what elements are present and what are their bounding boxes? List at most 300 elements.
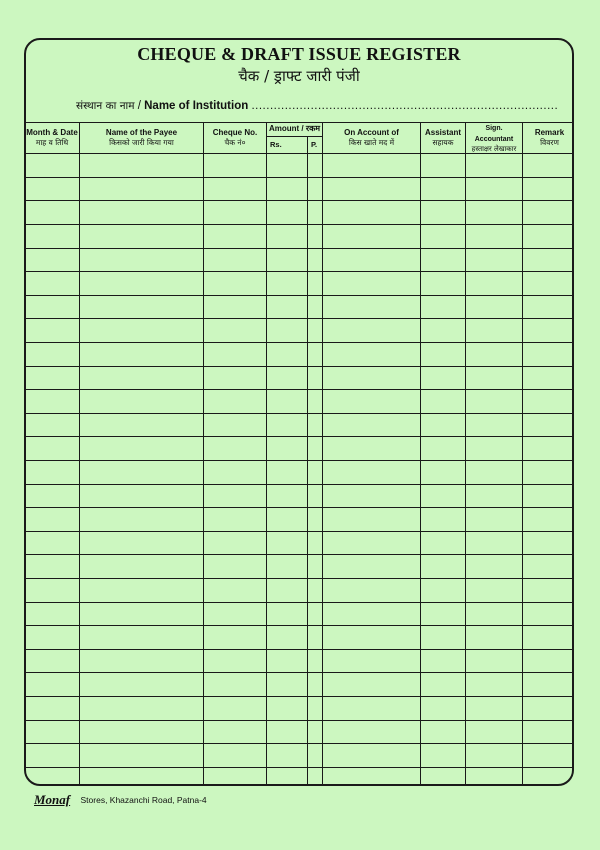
register-cell (421, 508, 466, 532)
register-cell (80, 508, 204, 532)
register-cell (267, 484, 308, 508)
register-cell (421, 177, 466, 201)
register-cell (267, 744, 308, 768)
register-cell (80, 744, 204, 768)
register-cell (466, 319, 523, 343)
register-cell (323, 696, 421, 720)
register-cell (204, 767, 267, 786)
register-cell (204, 673, 267, 697)
register-cell (267, 531, 308, 555)
register-cell (308, 531, 323, 555)
institution-label-english: Name of Institution (144, 100, 249, 112)
register-row (25, 720, 575, 744)
register-cell (267, 413, 308, 437)
register-cell (466, 649, 523, 673)
register-cell (323, 248, 421, 272)
register-row (25, 366, 575, 390)
register-cell (204, 602, 267, 626)
register-cell (323, 154, 421, 178)
register-cell (421, 154, 466, 178)
register-cell (323, 555, 421, 579)
header-assistant-en: Assistant (424, 128, 461, 138)
register-cell (421, 343, 466, 367)
register-cell (523, 366, 575, 390)
register-cell (466, 154, 523, 178)
register-cell (204, 508, 267, 532)
register-cell (204, 154, 267, 178)
register-cell (323, 201, 421, 225)
header-payee (80, 123, 204, 154)
register-cell (466, 295, 523, 319)
register-cell (25, 272, 80, 296)
register-cell (308, 673, 323, 697)
register-cell (80, 767, 204, 786)
register-cell (267, 437, 308, 461)
header-assistant-hi: सहायक (432, 138, 454, 148)
register-row (25, 154, 575, 178)
register-cell (267, 649, 308, 673)
register-cell (308, 413, 323, 437)
register-cell (523, 437, 575, 461)
register-cell (80, 272, 204, 296)
register-cell (204, 720, 267, 744)
register-cell (523, 343, 575, 367)
register-cell (267, 366, 308, 390)
header-month-date (25, 123, 80, 154)
register-cell (308, 225, 323, 249)
register-cell (421, 767, 466, 786)
register-cell (308, 484, 323, 508)
register-cell (466, 272, 523, 296)
register-cell (308, 767, 323, 786)
register-cell (323, 319, 421, 343)
header-sign-accountant-en: Sign. Accountant (474, 125, 514, 143)
register-cell (466, 767, 523, 786)
register-cell (323, 649, 421, 673)
register-cell (466, 602, 523, 626)
register-cell (323, 602, 421, 626)
register-cell (80, 555, 204, 579)
register-cell (523, 319, 575, 343)
register-cell (323, 484, 421, 508)
register-cell (267, 272, 308, 296)
register-cell (421, 578, 466, 602)
register-cell (204, 578, 267, 602)
register-cell (323, 720, 421, 744)
register-cell (80, 154, 204, 178)
institution-line (76, 99, 558, 113)
register-cell (466, 366, 523, 390)
register-cell (267, 626, 308, 650)
register-cell (421, 295, 466, 319)
register-cell (25, 248, 80, 272)
register-cell (267, 343, 308, 367)
register-cell (80, 248, 204, 272)
register-cell (25, 177, 80, 201)
register-row (25, 578, 575, 602)
register-cell (80, 531, 204, 555)
register-row (25, 531, 575, 555)
register-cell (25, 154, 80, 178)
institution-separator: / (137, 100, 141, 112)
register-cell (80, 602, 204, 626)
register-cell (421, 555, 466, 579)
register-cell (80, 673, 204, 697)
register-row (25, 248, 575, 272)
register-row (25, 201, 575, 225)
register-cell (523, 413, 575, 437)
register-cell (267, 319, 308, 343)
register-row (25, 555, 575, 579)
register-cell (204, 272, 267, 296)
register-cell (25, 602, 80, 626)
register-cell (267, 390, 308, 414)
register-cell (80, 437, 204, 461)
register-row (25, 673, 575, 697)
register-cell (323, 626, 421, 650)
register-cell (421, 201, 466, 225)
register-cell (466, 720, 523, 744)
register-cell (267, 555, 308, 579)
register-cell (421, 484, 466, 508)
header-sign-accountant (466, 123, 523, 154)
register-cell (267, 460, 308, 484)
register-row (25, 272, 575, 296)
register-cell (204, 319, 267, 343)
register-cell (523, 225, 575, 249)
register-cell (523, 508, 575, 532)
register-cell (308, 248, 323, 272)
register-cell (308, 578, 323, 602)
register-cell (323, 272, 421, 296)
register-cell (204, 225, 267, 249)
register-cell (308, 720, 323, 744)
register-cell (466, 484, 523, 508)
register-cell (80, 295, 204, 319)
register-cell (323, 578, 421, 602)
register-cell (80, 578, 204, 602)
register-cell (466, 248, 523, 272)
register-cell (523, 154, 575, 178)
register-cell (80, 484, 204, 508)
register-cell (204, 177, 267, 201)
register-cell (421, 390, 466, 414)
register-cell (204, 626, 267, 650)
register-cell (466, 696, 523, 720)
register-cell (523, 201, 575, 225)
register-cell (308, 649, 323, 673)
register-row (25, 343, 575, 367)
register-row (25, 390, 575, 414)
register-cell (523, 767, 575, 786)
register-cell (80, 626, 204, 650)
register-cell (523, 744, 575, 768)
register-cell (421, 437, 466, 461)
register-row (25, 460, 575, 484)
register-cell (308, 343, 323, 367)
register-cell (204, 437, 267, 461)
register-cell (80, 390, 204, 414)
register-cell (466, 508, 523, 532)
register-cell (25, 696, 80, 720)
register-cell (308, 744, 323, 768)
register-cell (267, 508, 308, 532)
register-cell (308, 508, 323, 532)
register-row (25, 696, 575, 720)
store-address: Stores, Khazanchi Road, Patna-4 (80, 795, 207, 805)
register-row (25, 319, 575, 343)
register-cell (523, 248, 575, 272)
register-cell (308, 272, 323, 296)
register-cell (421, 649, 466, 673)
register-cell (323, 366, 421, 390)
register-cell (80, 460, 204, 484)
register-cell (204, 484, 267, 508)
register-cell (25, 555, 80, 579)
register-cell (523, 696, 575, 720)
register-cell (80, 225, 204, 249)
register-cell (267, 154, 308, 178)
register-table (24, 122, 574, 786)
title-english: CHEQUE & DRAFT ISSUE REGISTER (137, 44, 461, 64)
header-remark-hi: विवरण (540, 138, 559, 148)
register-cell (204, 366, 267, 390)
register-cell (267, 248, 308, 272)
register-cell (204, 555, 267, 579)
register-cell (25, 437, 80, 461)
header-amount (267, 123, 323, 137)
register-cell (323, 343, 421, 367)
register-cell (421, 272, 466, 296)
header-amount-label: Amount / रकम (268, 124, 321, 134)
register-cell (80, 177, 204, 201)
register-cell (25, 460, 80, 484)
header-payee-en: Name of the Payee (105, 128, 178, 138)
register-cell (323, 177, 421, 201)
register-cell (466, 201, 523, 225)
register-cell (25, 626, 80, 650)
register-cell (308, 390, 323, 414)
header-on-account-en: On Account of (344, 128, 399, 138)
header-cheque-no-hi: चैक नं० (224, 138, 246, 148)
register-cell (80, 413, 204, 437)
register-cell (523, 555, 575, 579)
register-cell (323, 225, 421, 249)
register-cell (80, 696, 204, 720)
register-cell (308, 437, 323, 461)
register-cell (421, 720, 466, 744)
register-cell (80, 720, 204, 744)
register-cell (523, 460, 575, 484)
register-cell (466, 343, 523, 367)
register-cell (323, 390, 421, 414)
register-cell (25, 201, 80, 225)
register-frame (24, 38, 574, 786)
register-cell (308, 366, 323, 390)
header-amount-rs: Rs. (267, 136, 308, 154)
register-cell (267, 767, 308, 786)
brand-logo: Monaf (34, 792, 71, 807)
register-cell (466, 744, 523, 768)
register-cell (323, 437, 421, 461)
register-cell (267, 225, 308, 249)
register-cell (204, 649, 267, 673)
register-cell (204, 343, 267, 367)
register-cell (25, 225, 80, 249)
register-cell (25, 390, 80, 414)
register-cell (204, 744, 267, 768)
header-payee-hi: किसको जारी किया गया (109, 138, 174, 148)
register-cell (421, 673, 466, 697)
header-remark (523, 123, 575, 154)
register-cell (25, 720, 80, 744)
register-cell (523, 484, 575, 508)
register-cell (267, 673, 308, 697)
register-row (25, 649, 575, 673)
register-cell (25, 295, 80, 319)
register-cell (421, 319, 466, 343)
register-cell (523, 390, 575, 414)
register-cell (267, 696, 308, 720)
register-cell (421, 744, 466, 768)
institution-label-hindi: संस्थान का नाम (76, 100, 135, 112)
institution-fill-dots: ................................................................................... (251, 100, 559, 112)
register-cell (421, 531, 466, 555)
register-row (25, 744, 575, 768)
register-cell (466, 390, 523, 414)
register-cell (267, 602, 308, 626)
register-cell (25, 319, 80, 343)
register-cell (25, 531, 80, 555)
register-cell (25, 484, 80, 508)
register-row (25, 413, 575, 437)
register-cell (323, 413, 421, 437)
register-cell (204, 413, 267, 437)
register-cell (466, 177, 523, 201)
register-cell (25, 673, 80, 697)
register-cell (267, 177, 308, 201)
register-cell (523, 720, 575, 744)
register-cell (25, 508, 80, 532)
register-cell (25, 343, 80, 367)
header-on-account (323, 123, 421, 154)
register-cell (323, 744, 421, 768)
register-cell (308, 201, 323, 225)
register-cell (523, 578, 575, 602)
register-cell (204, 696, 267, 720)
header-on-account-hi: किस खाते मद में (348, 138, 395, 148)
register-cell (25, 413, 80, 437)
register-row (25, 295, 575, 319)
register-cell (421, 413, 466, 437)
header-cheque-no-en: Cheque No. (212, 128, 258, 138)
register-cell (523, 626, 575, 650)
register-cell (25, 649, 80, 673)
register-cell (323, 673, 421, 697)
register-row (25, 437, 575, 461)
register-cell (466, 460, 523, 484)
register-cell (466, 531, 523, 555)
register-cell (204, 531, 267, 555)
register-body (25, 154, 575, 786)
header-remark-en: Remark (534, 128, 565, 138)
register-cell (267, 201, 308, 225)
register-cell (308, 295, 323, 319)
register-cell (421, 366, 466, 390)
register-cell (204, 390, 267, 414)
register-cell (466, 673, 523, 697)
register-cell (308, 626, 323, 650)
register-cell (421, 225, 466, 249)
register-cell (80, 319, 204, 343)
register-cell (466, 437, 523, 461)
register-cell (267, 578, 308, 602)
register-cell (323, 460, 421, 484)
register-row (25, 602, 575, 626)
register-cell (466, 626, 523, 650)
register-row (25, 508, 575, 532)
register-cell (308, 696, 323, 720)
register-cell (523, 272, 575, 296)
register-cell (523, 531, 575, 555)
header-assistant (421, 123, 466, 154)
footer (34, 792, 207, 808)
register-row (25, 626, 575, 650)
register-cell (323, 531, 421, 555)
register-cell (80, 649, 204, 673)
register-cell (25, 767, 80, 786)
register-cell (308, 177, 323, 201)
register-cell (204, 295, 267, 319)
register-cell (323, 767, 421, 786)
register-cell (421, 460, 466, 484)
register-cell (308, 555, 323, 579)
header-cheque-no (204, 123, 267, 154)
register-row (25, 177, 575, 201)
register-cell (323, 508, 421, 532)
register-cell (25, 744, 80, 768)
title-hindi: चैक / ड्राफ्ट जारी पंजी (238, 67, 360, 85)
register-cell (204, 248, 267, 272)
header-sign-accountant-hi: हस्ताक्षर लेखाकार (471, 144, 517, 153)
register-cell (523, 295, 575, 319)
register-cell (204, 460, 267, 484)
header-month-date-en: Month & Date (26, 128, 78, 138)
register-cell (308, 460, 323, 484)
register-cell (466, 413, 523, 437)
register-cell (466, 225, 523, 249)
register-cell (421, 602, 466, 626)
register-cell (308, 154, 323, 178)
register-row (25, 767, 575, 786)
register-cell (523, 673, 575, 697)
register-cell (267, 295, 308, 319)
register-cell (308, 602, 323, 626)
register-cell (523, 649, 575, 673)
register-cell (308, 319, 323, 343)
register-cell (25, 578, 80, 602)
register-cell (204, 201, 267, 225)
register-cell (466, 578, 523, 602)
header-amount-p: P. (308, 136, 323, 154)
register-row (25, 225, 575, 249)
register-cell (466, 555, 523, 579)
register-cell (421, 626, 466, 650)
register-cell (323, 295, 421, 319)
register-cell (80, 201, 204, 225)
register-cell (267, 720, 308, 744)
register-cell (25, 366, 80, 390)
